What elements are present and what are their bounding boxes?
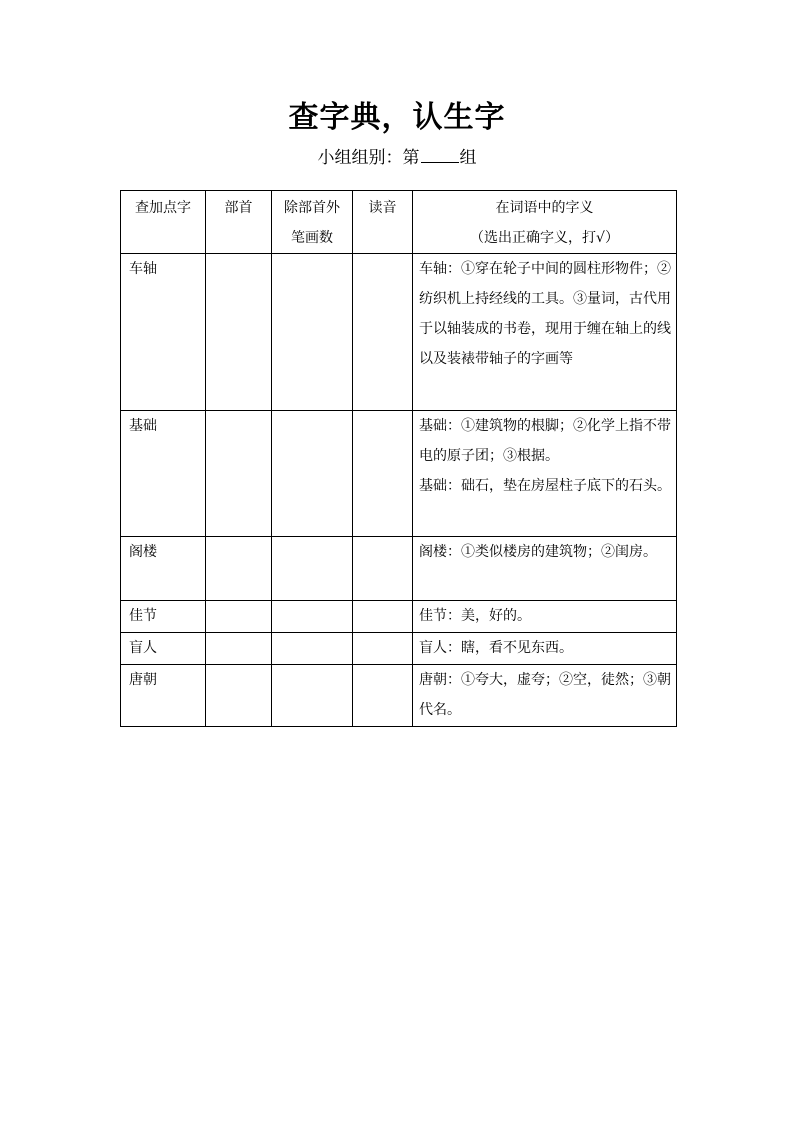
reading-cell[interactable]: [353, 633, 413, 665]
strokes-cell[interactable]: [272, 601, 353, 633]
table-row: [121, 633, 677, 665]
strokes-cell[interactable]: [272, 537, 353, 601]
header-strokes-line2: 笔画数: [291, 230, 333, 246]
table-header-row: [121, 191, 677, 254]
meaning-cell[interactable]: [413, 537, 677, 601]
meaning-cell[interactable]: [413, 601, 677, 633]
word-cell: 佳节: [121, 601, 206, 633]
radical-cell[interactable]: [206, 601, 272, 633]
header-meaning-line2: （选出正确字义，打√）: [470, 230, 619, 246]
meaning-text: 盲人：瞎，看不见东西。: [419, 640, 573, 656]
header-meaning: [413, 191, 677, 254]
word-cell: 唐朝: [121, 665, 206, 727]
dictionary-lookup-table: [120, 190, 677, 727]
table-row: [121, 601, 677, 633]
meaning-text: 基础：①建筑物的根脚；②化学上指不带电的原子团；③根据。: [419, 418, 671, 464]
word-cell: 基础: [121, 411, 206, 537]
reading-cell[interactable]: [353, 665, 413, 727]
meaning-text: 车轴：①穿在轮子中间的圆柱形物件；②纺织机上持经线的工具。③量词，古代用于以轴装成的书卷，现用于缠在轴上的线以及装裱带轴子的字画等: [419, 261, 671, 367]
radical-cell[interactable]: [206, 411, 272, 537]
radical-cell[interactable]: [206, 537, 272, 601]
meaning-cell[interactable]: [413, 665, 677, 727]
meaning-cell[interactable]: [413, 254, 677, 411]
reading-cell[interactable]: [353, 411, 413, 537]
strokes-cell[interactable]: [272, 633, 353, 665]
page-title: 查字典，认生字: [288, 100, 506, 135]
radical-cell[interactable]: [206, 633, 272, 665]
radical-cell[interactable]: [206, 665, 272, 727]
meaning-cell[interactable]: [413, 411, 677, 537]
group-label-suffix: 组: [459, 148, 477, 168]
reading-cell[interactable]: [353, 254, 413, 411]
reading-cell[interactable]: [353, 601, 413, 633]
word-cell: 阁楼: [121, 537, 206, 601]
table-row: [121, 665, 677, 727]
meaning-text: 基础：础石，垫在房屋柱子底下的石头。: [419, 478, 671, 494]
header-radical: 部首: [206, 191, 272, 254]
meaning-text: 唐朝：①夸大，虚夸；②空，徒然；③朝代名。: [419, 672, 671, 718]
word-cell: 盲人: [121, 633, 206, 665]
header-word: 查加点字: [121, 191, 206, 254]
group-label-prefix: 小组组别：第: [317, 148, 420, 168]
meaning-text: 佳节：美，好的。: [419, 608, 531, 624]
header-meaning-line1: 在词语中的字义: [495, 200, 594, 216]
table-row: [121, 411, 677, 537]
group-number-blank[interactable]: [421, 146, 459, 163]
meaning-cell[interactable]: [413, 633, 677, 665]
word-cell: 车轴: [121, 254, 206, 411]
group-number-line: [0, 146, 794, 170]
header-strokes-line1: 除部首外: [284, 200, 340, 216]
table-row: [121, 254, 677, 411]
header-reading: 读音: [353, 191, 413, 254]
strokes-cell[interactable]: [272, 665, 353, 727]
strokes-cell[interactable]: [272, 254, 353, 411]
radical-cell[interactable]: [206, 254, 272, 411]
meaning-text: 阁楼：①类似楼房的建筑物；②闺房。: [419, 544, 657, 560]
reading-cell[interactable]: [353, 537, 413, 601]
table-row: [121, 537, 677, 601]
strokes-cell[interactable]: [272, 411, 353, 537]
header-strokes: [272, 191, 353, 254]
